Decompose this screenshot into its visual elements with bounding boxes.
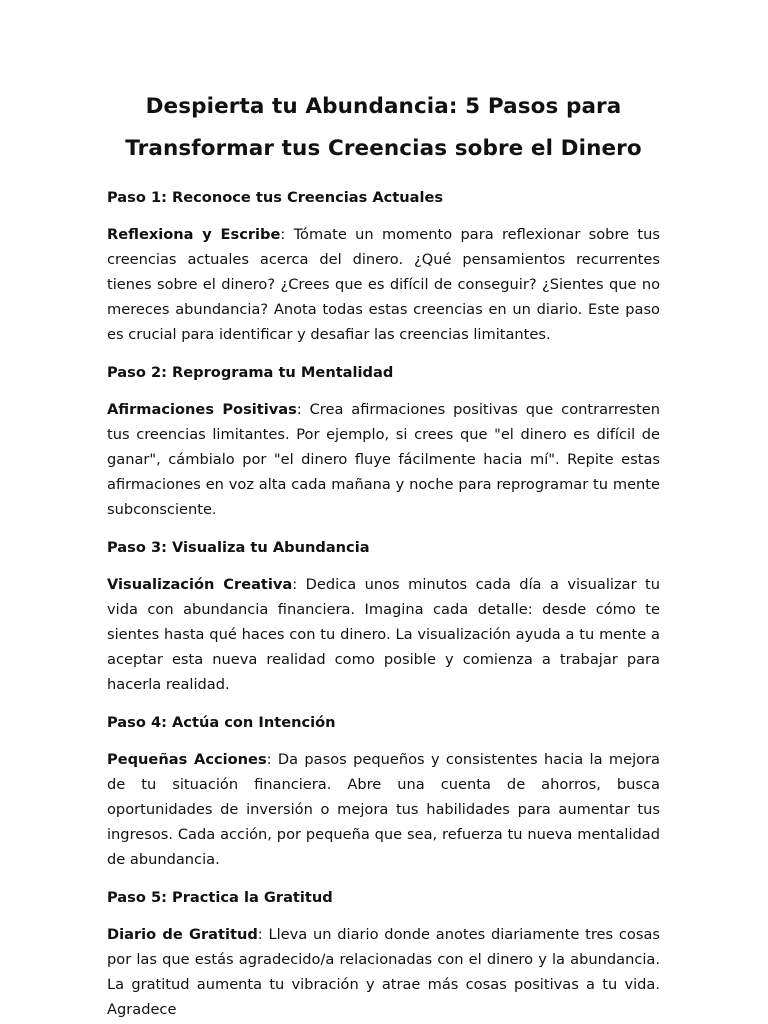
step-paragraph [107, 747, 660, 872]
step-section-5 [107, 887, 660, 1022]
step-section-2 [107, 362, 660, 522]
step-text: : Crea afirmaciones positivas que contrarresten tus creencias limitantes. Por ejemplo, si crees que "el dinero es difícil de ganar", cámbialo por "el dinero fluye fácilmente hacia mí". Repite estas afirmaciones en voz alta cada mañana y noche para reprogramar tu mente subconsciente. [107, 401, 660, 518]
step-heading: Paso 4: Actúa con Intención [107, 714, 336, 731]
document-title [107, 86, 660, 170]
step-heading: Paso 3: Visualiza tu Abundancia [107, 539, 370, 556]
step-text: : Da pasos pequeños y consistentes hacia la mejora de tu situación financiera. Abre una cuenta de ahorros, busca oportunidades de inversión o mejora tus habilidades para aumentar tus ingresos. Cada acción, por pequeña que sea, refuerza tu nueva mentalidad de abundancia. [107, 751, 660, 868]
step-heading: Paso 2: Reprograma tu Mentalidad [107, 364, 394, 381]
step-text: : Dedica unos minutos cada día a visualizar tu vida con abundancia financiera. Imagina cada detalle: desde cómo te sientes hasta qué haces con tu dinero. La visualización ayuda a tu mente a aceptar esta nueva realidad como posible y comienza a trabajar para hacerla realidad. [107, 576, 660, 693]
step-term: Pequeñas Acciones [107, 751, 267, 768]
step-heading: Paso 1: Reconoce tus Creencias Actuales [107, 189, 444, 206]
step-section-1 [107, 187, 660, 347]
step-text: : Lleva un diario donde anotes diariamente tres cosas por las que estás agradecido/a relacionadas con el dinero y la abundancia. La gratitud aumenta tu vibración y atrae más cosas positivas a tu vida. Agradece [107, 926, 660, 1018]
step-section-4 [107, 712, 660, 872]
document-page [107, 86, 660, 1022]
step-term: Diario de Gratitud [107, 926, 258, 943]
step-heading: Paso 5: Practica la Gratitud [107, 889, 333, 906]
document-title-line-2: Transformar tus Creencias sobre el Dinero [125, 136, 642, 161]
document-title-line-1: Despierta tu Abundancia: 5 Pasos para [145, 94, 622, 119]
step-term: Afirmaciones Positivas [107, 401, 297, 418]
step-term: Visualización Creativa [107, 576, 293, 593]
step-text: : Tómate un momento para reflexionar sobre tus creencias actuales acerca del dinero. ¿Qué pensamientos recurrentes tienes sobre el dinero? ¿Crees que es difícil de conseguir? ¿Sientes que no mereces abundancia? Anota todas estas creencias en un diario. Este paso es crucial para identificar y desafiar las creencias limitantes. [107, 226, 660, 343]
step-section-3 [107, 537, 660, 697]
step-paragraph [107, 922, 660, 1022]
step-paragraph [107, 397, 660, 522]
step-paragraph [107, 572, 660, 697]
step-term: Reflexiona y Escribe [107, 226, 281, 243]
step-paragraph [107, 222, 660, 347]
